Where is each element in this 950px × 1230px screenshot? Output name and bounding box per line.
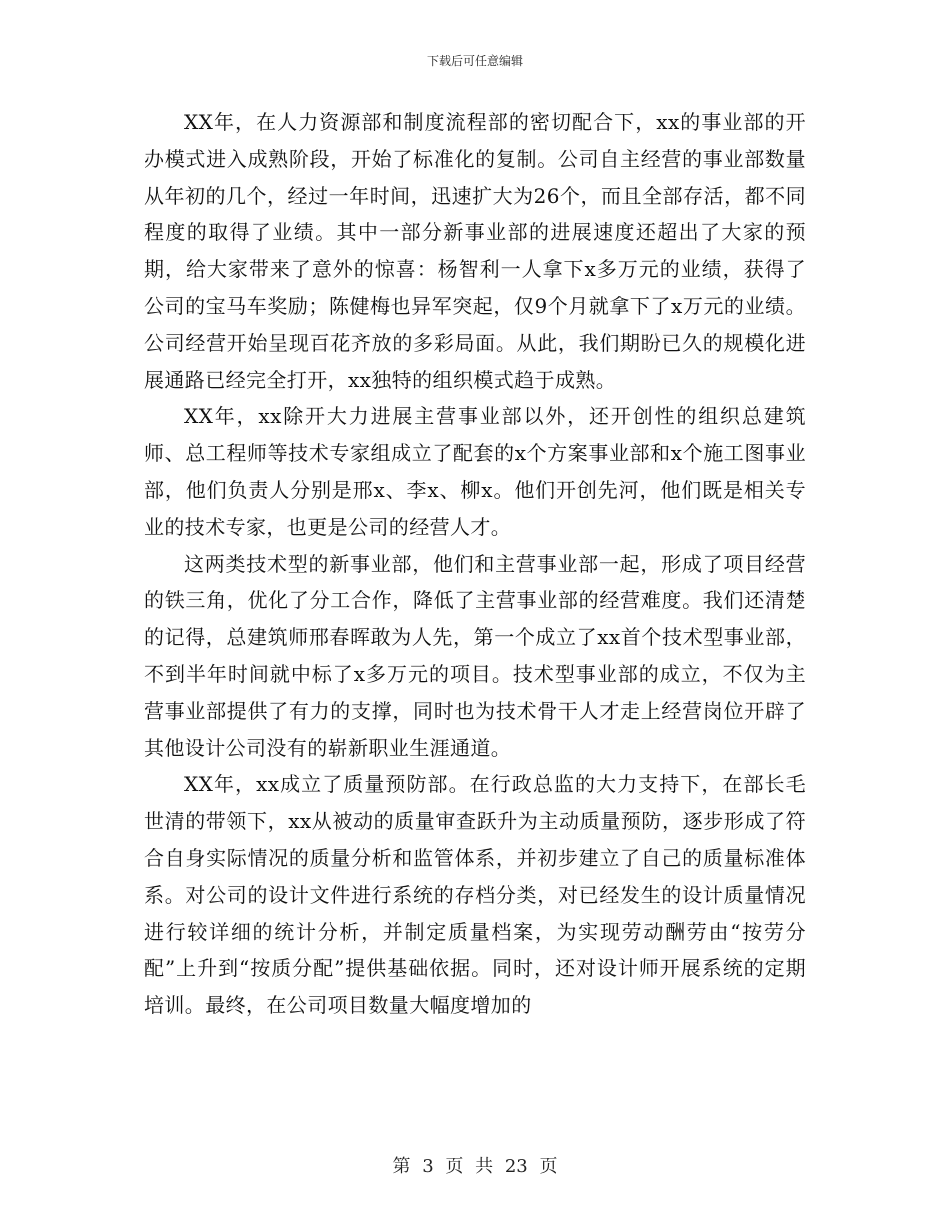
paragraph-1: XX年，在人力资源部和制度流程部的密切配合下，xx的事业部的开办模式进入成熟阶段，开始了标准化的复制。公司自主经营的事业部数量从年初的几个，经过一年时间，迅速扩大为26个，而且全部存活，都不同程度的取得了业绩。其中一部分新事业部的进展速度还超出了大家的预期，给大家带来了意外的惊喜：杨智利一人拿下x多万元的业绩，获得了公司的宝马车奖励；陈健梅也异军突起，仅9个月就拿下了x万元的业绩。公司经营开始呈现百花齐放的多彩局面。从此，我们期盼已久的规模化进展通路已经完全打开，xx独特的组织模式趋于成熟。: [144, 110, 806, 392]
paragraph-3: 这两类技术型的新事业部，他们和主营事业部一起，形成了项目经营的铁三角，优化了分工合作，降低了主营事业部的经营难度。我们还清楚的记得，总建筑师邢春晖敢为人先，第一个成立了xx首个技术型事业部，不到半年时间就中标了x多万元的项目。技术型事业部的成立，不仅为主营事业部提供了有力的支撑，同时也为技术骨干人才走上经营岗位开辟了其他设计公司没有的崭新职业生涯通道。: [144, 551, 806, 760]
document-body: [144, 104, 806, 1024]
page-header: 下载后可任意编辑: [426, 54, 523, 68]
paragraph-2: XX年，xx除开大力进展主营事业部以外，还开创性的组织总建筑师、总工程师等技术专家组成立了配套的x个方案事业部和x个施工图事业部，他们负责人分别是邢x、李x、柳x。他们开创先河，他们既是相关专业的技术专家，也更是公司的经营人才。: [144, 404, 806, 539]
page-number-footer: 第 3 页 共 23 页: [392, 1156, 558, 1177]
paragraph-4: XX年，xx成立了质量预防部。在行政总监的大力支持下，在部长毛世清的带领下，xx从被动的质量审查跃升为主动质量预防，逐步形成了符合自身实际情况的质量分析和监管体系，并初步建立了自己的质量标准体系。对公司的设计文件进行系统的存档分类，对已经发生的设计质量情况进行较详细的统计分析，并制定质量档案，为实现劳动酬劳由“按劳分配”上升到“按质分配”提供基础依据。同时，还对设计师开展系统的定期培训。最终，在公司项目数量大幅度增加的: [144, 772, 806, 1018]
